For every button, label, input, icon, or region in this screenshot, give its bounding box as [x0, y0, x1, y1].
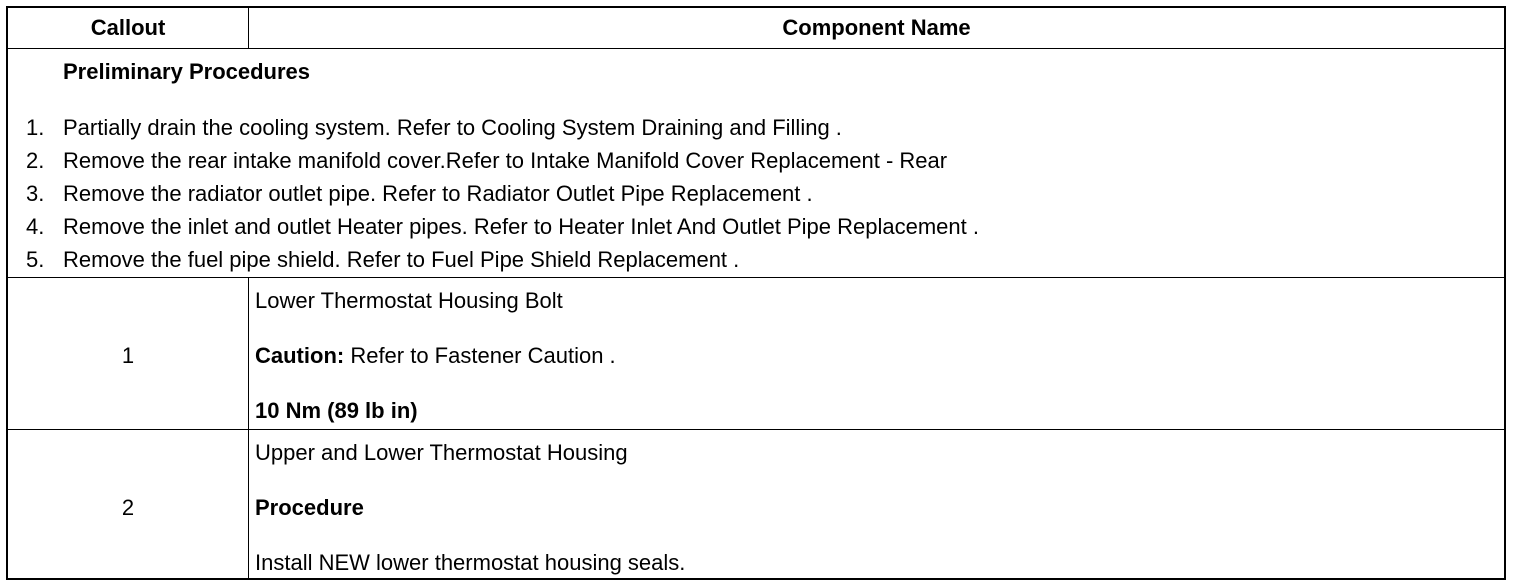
component-name: Upper and Lower Thermostat Housing: [255, 440, 628, 465]
component-name: Lower Thermostat Housing Bolt: [255, 288, 563, 313]
preliminary-bottom-rule: [8, 277, 1504, 278]
caution-line: [255, 343, 616, 369]
callout-number: 1: [121, 343, 135, 368]
component-name-header: Component Name: [782, 15, 971, 40]
step-number: 1.: [26, 115, 45, 140]
header-divider: [248, 8, 249, 48]
step-text: Partially drain the cooling system. Refer to Cooling System Draining and Filling .: [63, 115, 842, 140]
preliminary-title: Preliminary Procedures: [63, 59, 311, 84]
step-number: 2.: [26, 148, 45, 173]
step-text: Remove the fuel pipe shield. Refer to Fuel Pipe Shield Replacement .: [63, 247, 740, 272]
step-number: 3.: [26, 181, 45, 206]
step-text: Remove the radiator outlet pipe. Refer to Radiator Outlet Pipe Replacement .: [63, 181, 813, 206]
caution-text: Refer to Fastener Caution .: [344, 343, 616, 368]
step-text: Remove the inlet and outlet Heater pipes. Refer to Heater Inlet And Outlet Pipe Replacement .: [63, 214, 979, 239]
callout-header: Callout: [90, 15, 166, 40]
procedure-label: Procedure: [255, 495, 364, 520]
caution-label: Caution:: [255, 343, 345, 368]
callout-column-divider: [248, 277, 249, 578]
torque-spec: 10 Nm (89 lb in): [255, 398, 418, 423]
component-table: [6, 6, 1506, 580]
step-number: 5.: [26, 247, 45, 272]
row-divider: [8, 429, 1504, 430]
callout-number: 2: [121, 495, 135, 520]
step-number: 4.: [26, 214, 45, 239]
header-bottom-rule: [8, 48, 1504, 49]
step-text: Remove the rear intake manifold cover.Refer to Intake Manifold Cover Replacement - Rear: [63, 148, 948, 173]
procedure-text: Install NEW lower thermostat housing seals.: [255, 550, 686, 575]
